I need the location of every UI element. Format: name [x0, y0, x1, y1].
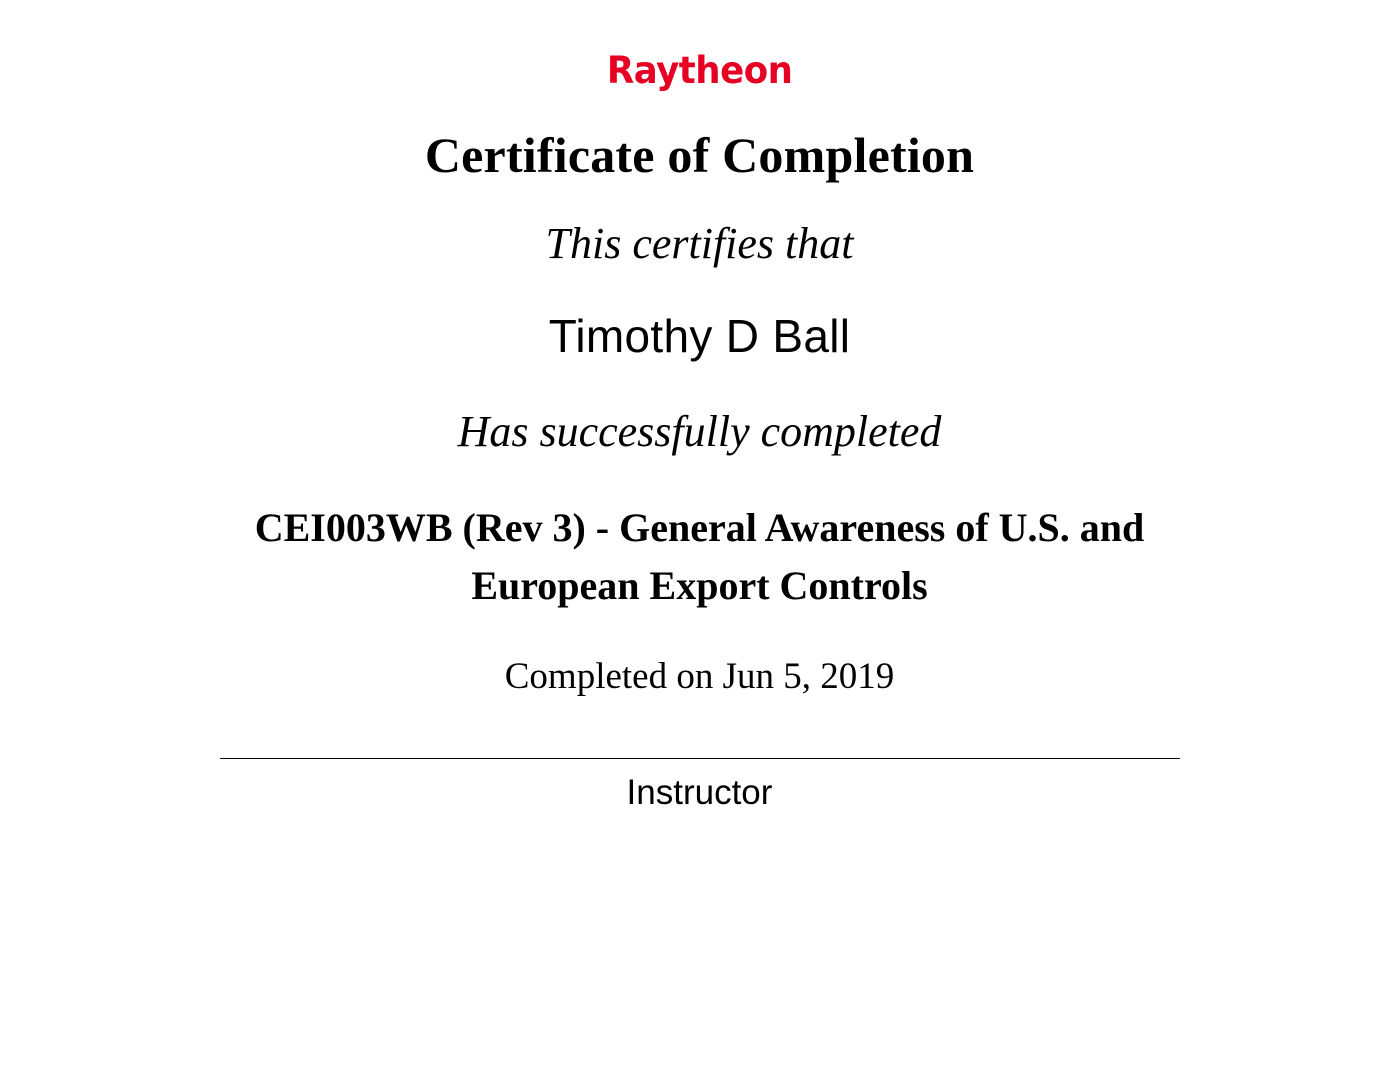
certifies-text: This certifies that: [545, 219, 854, 268]
recipient-name: Timothy D Ball: [548, 310, 851, 362]
signature-block: [0, 758, 1399, 813]
raytheon-logo: Raytheon: [606, 49, 793, 92]
instructor-label: Instructor: [626, 773, 773, 812]
course-title: CEI003WB (Rev 3) - General Awareness of U.S. and European Export Controls: [254, 505, 1145, 608]
signature-line: [220, 758, 1180, 759]
brand-logo-container: [0, 49, 1399, 98]
completion-date: Completed on Jun 5, 2019: [504, 656, 895, 697]
page-title: Certificate of Completion: [424, 127, 975, 183]
completed-phrase: Has successfully completed: [457, 407, 942, 456]
